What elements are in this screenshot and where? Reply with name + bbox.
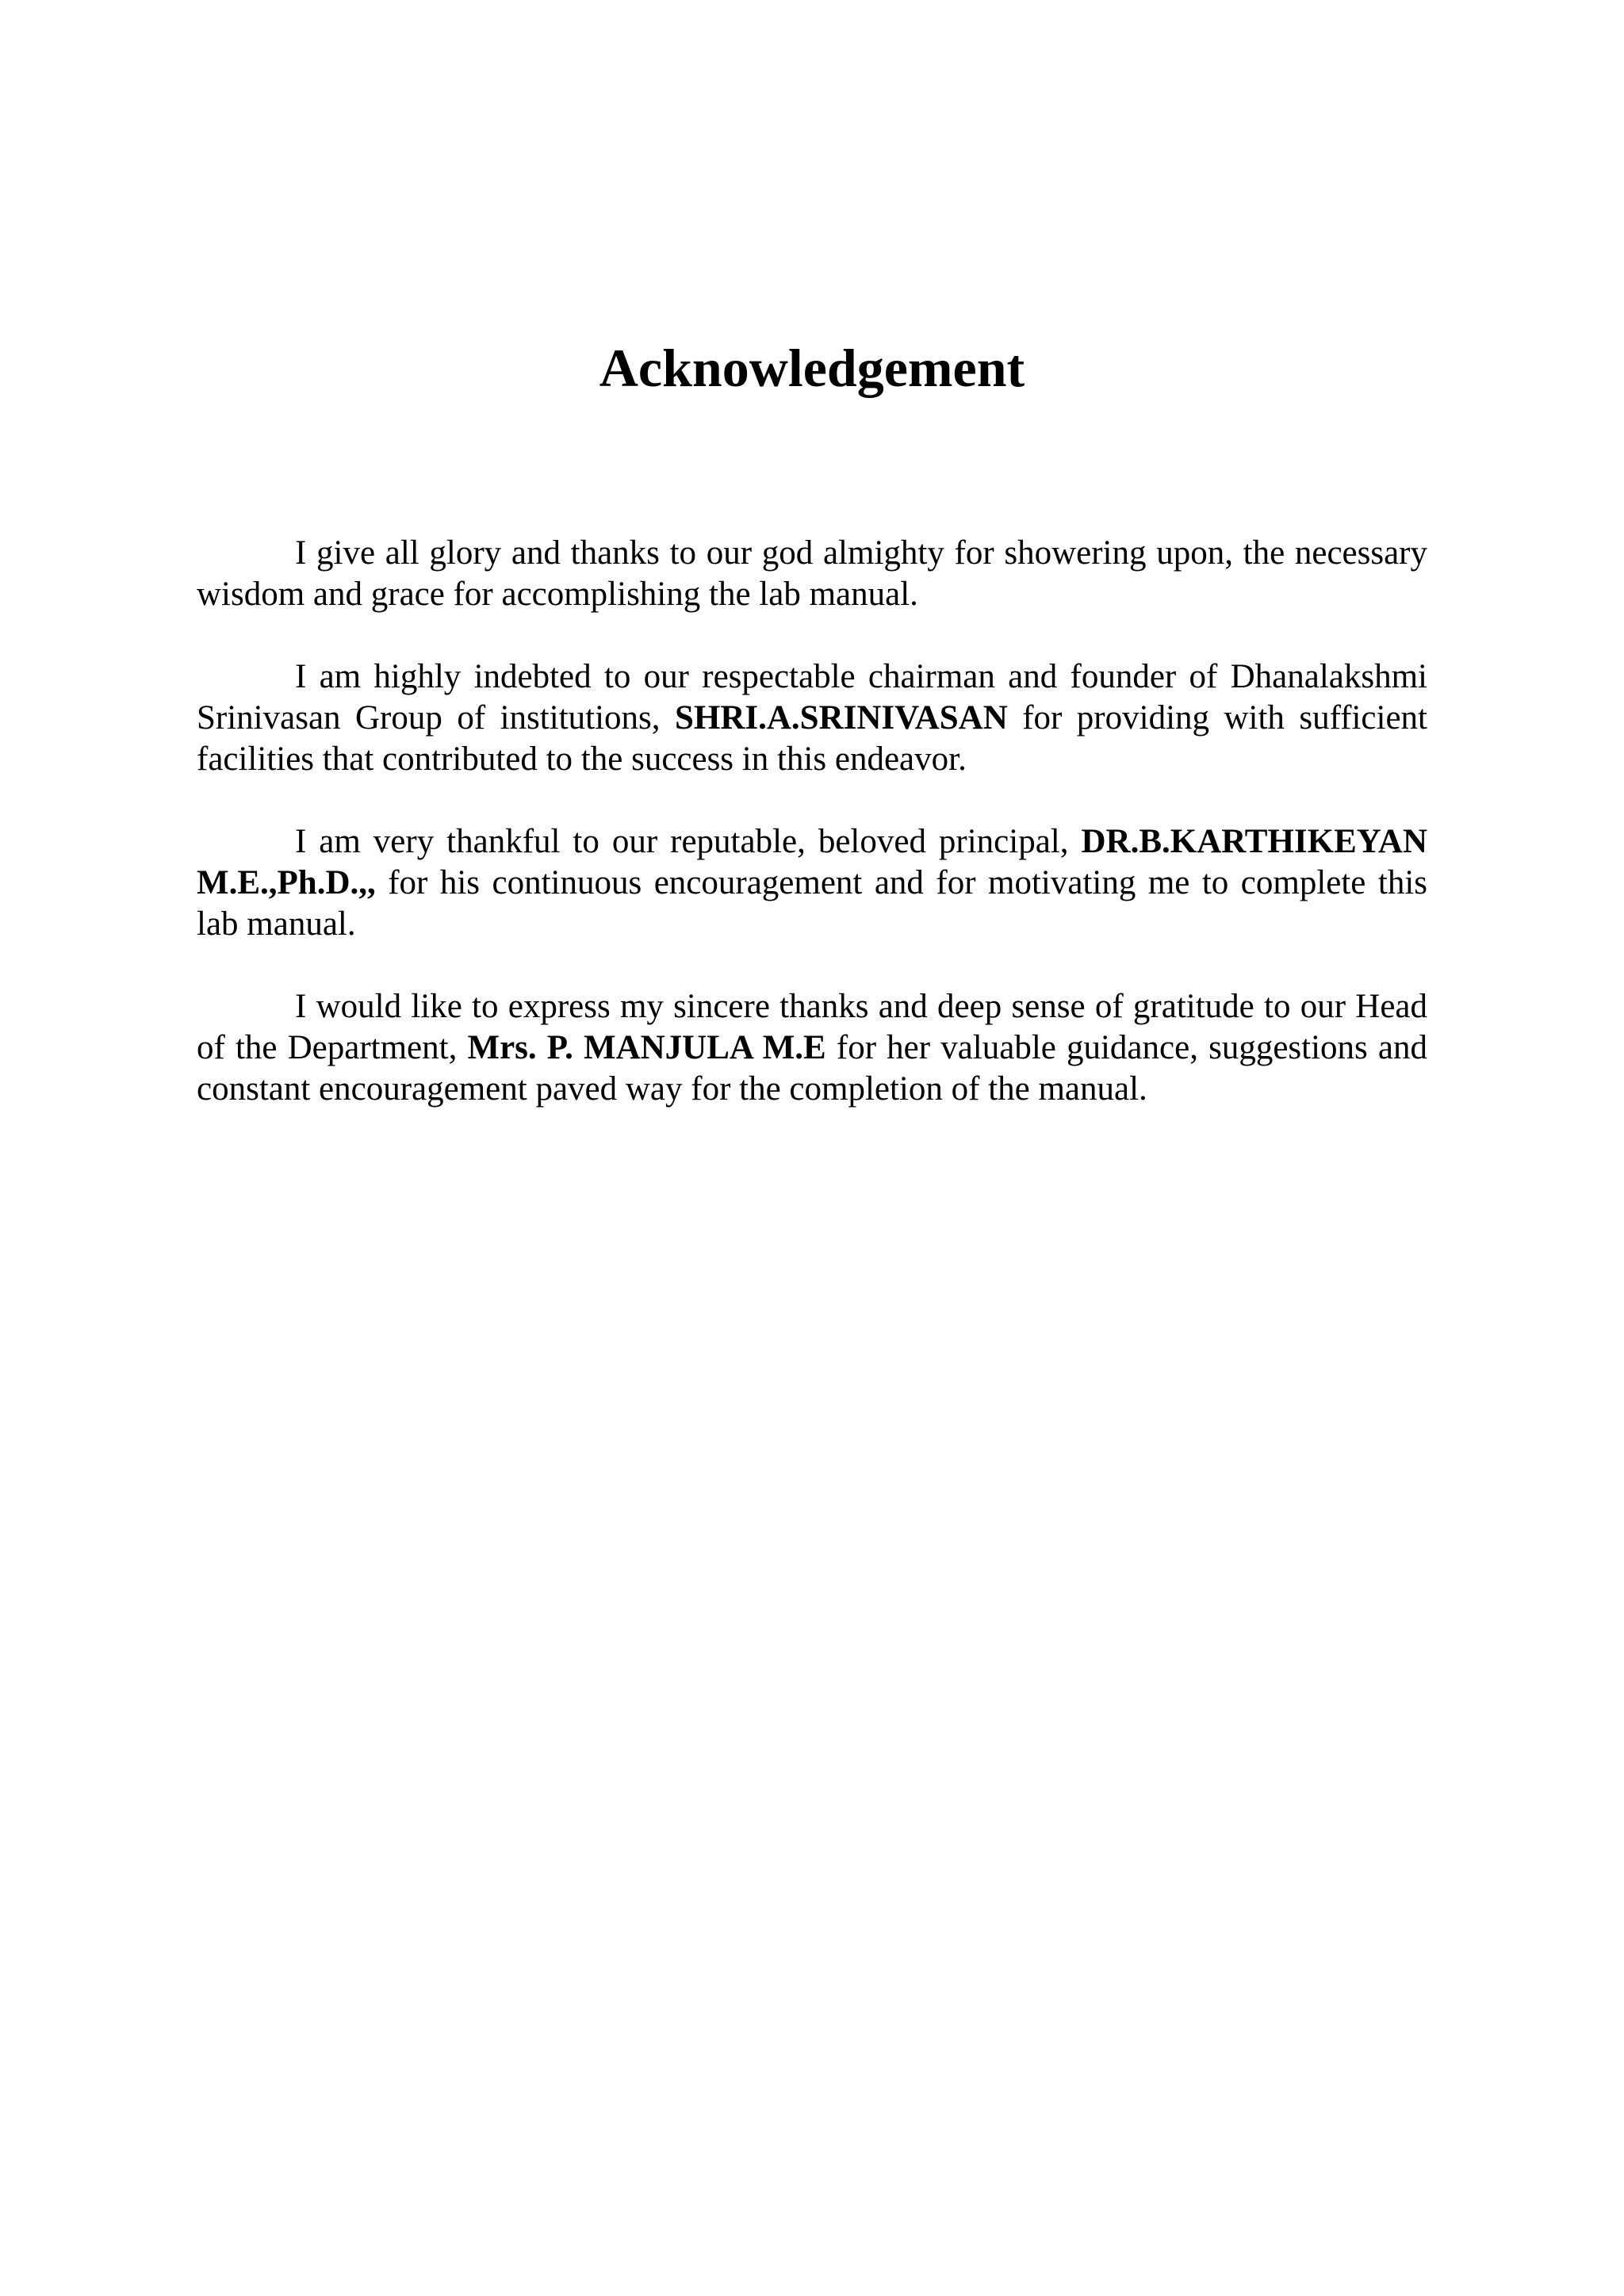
chairman-name: SHRI.A.SRINIVASAN — [674, 699, 1008, 737]
paragraph-text: I give all glory and thanks to our god almighty for showering upon, the necessary wisdom and grace for accomplishing the lab manual. — [197, 534, 1427, 613]
principal-name: DR.B.KARTHIKEYAN M.E.,Ph.D.,, — [197, 823, 1427, 901]
paragraph-text: for his continuous encouragement and for motivating me to complete this lab manual. — [197, 864, 1427, 943]
paragraph-text: I am very thankful to our reputable, beloved principal, — [295, 823, 1082, 860]
paragraph-chairman — [197, 656, 1427, 780]
acknowledgement-body — [197, 533, 1427, 1151]
hod-name: Mrs. P. MANJULA M.E — [467, 1029, 826, 1066]
paragraph-hod — [197, 986, 1427, 1110]
paragraph-text: I am highly indebted to our respectable chairman and founder of Dhanalakshmi Srinivasan Group of institutions, — [197, 658, 1427, 737]
page-title: Acknowledgement — [599, 338, 1025, 398]
paragraph-text: I would like to express my sincere thanks and deep sense of gratitude to our Head of the Department, — [197, 988, 1427, 1066]
paragraph-text: for providing with sufficient facilities that contributed to the success in this endeavor. — [197, 699, 1427, 778]
paragraph-principal — [197, 821, 1427, 945]
paragraph-text: for her valuable guidance, suggestions and constant encouragement paved way for the completion of the manual. — [197, 1029, 1427, 1108]
paragraph-gratitude-god — [197, 533, 1427, 615]
